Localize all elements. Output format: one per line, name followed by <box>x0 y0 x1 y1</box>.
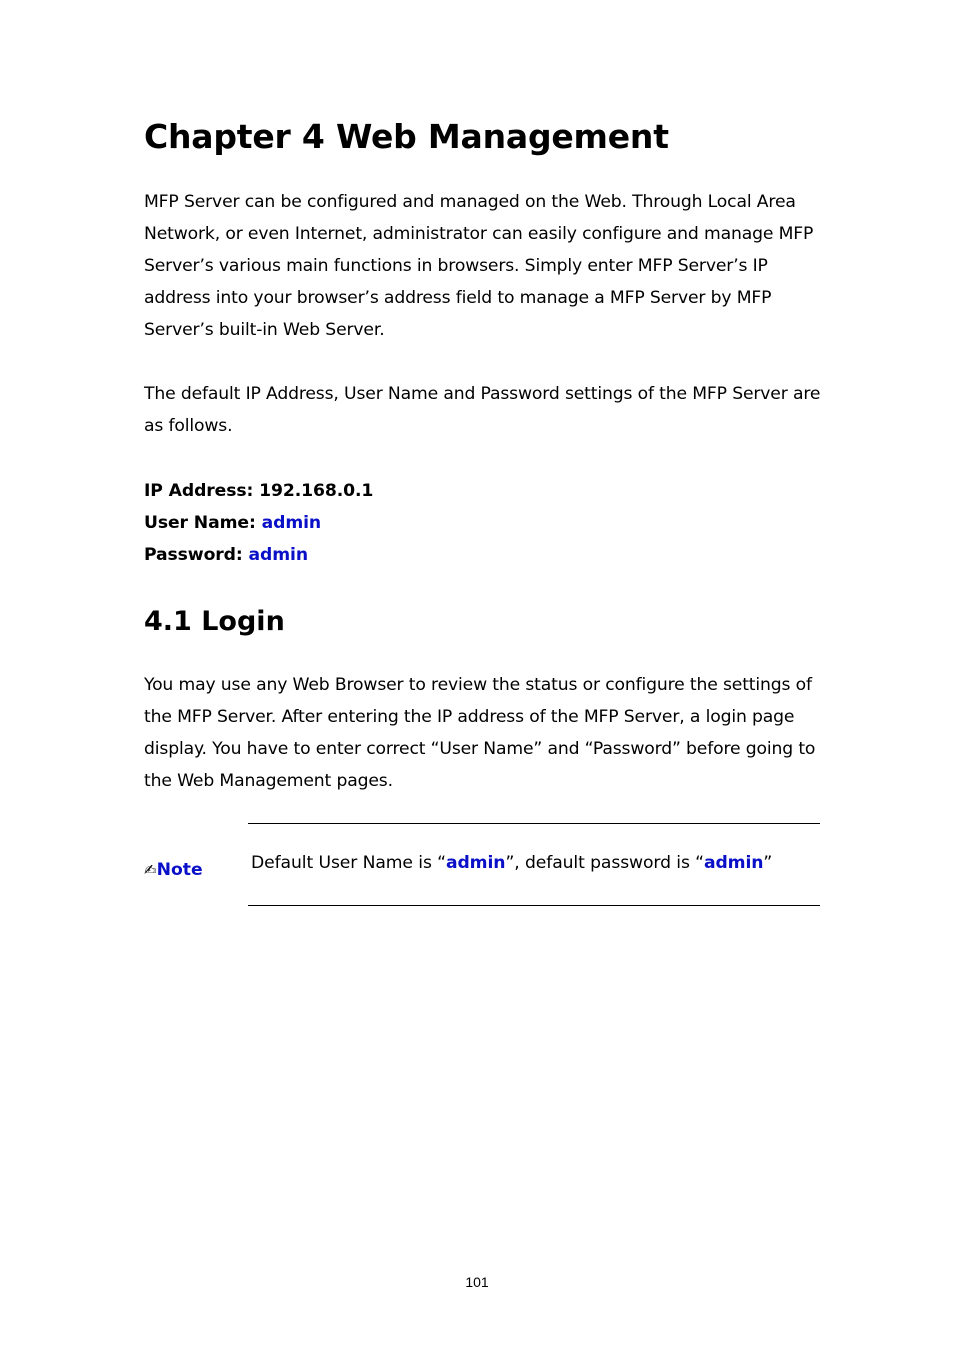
note-default-password: admin <box>703 853 764 873</box>
note-label-text: Note <box>156 860 203 880</box>
page-number: 101 <box>465 1274 489 1290</box>
user-name-value: admin <box>261 513 322 533</box>
chapter-title: Chapter 4 Web Management <box>144 117 669 156</box>
password-label: Password: <box>144 545 249 565</box>
writing-hand-icon: ✍ <box>144 861 157 879</box>
intro-paragraph: MFP Server can be configured and managed on the Web. Through Local Area Network, or even Internet, administrator can easily configure and manage MFP Server’s various main functions in browsers. Simply enter MFP Server’s IP address into your browser’s address field to manage a MFP Server by MFP Server’s built-in Web Server. <box>144 192 814 340</box>
note-text <box>251 850 772 876</box>
ip-address-line <box>144 475 373 507</box>
note-bottom-rule <box>248 905 820 906</box>
password-value: admin <box>248 545 308 565</box>
defaults-intro-paragraph: The default IP Address, User Name and Password settings of the MFP Server are as follows. <box>144 384 821 436</box>
note-text-part: ” <box>763 853 773 873</box>
password-line <box>144 539 373 571</box>
user-name-line <box>144 507 373 539</box>
default-credentials <box>144 475 373 571</box>
note-text-part: ”, default password is “ <box>505 853 704 873</box>
ip-address-label: IP Address: 192.168.0.1 <box>144 481 374 501</box>
note-default-user: admin <box>445 853 506 873</box>
note-top-rule <box>248 823 820 824</box>
note-text-part: Default User Name is “ <box>251 853 446 873</box>
user-name-label: User Name: <box>144 513 262 533</box>
section-title-login: 4.1 Login <box>144 606 285 637</box>
note-label <box>144 857 203 883</box>
login-paragraph: You may use any Web Browser to review the status or configure the settings of the MFP Server. After entering the IP address of the MFP Server, a login page display. You have to enter correct “User Name” and “Password” before going to the Web Management pages. <box>144 675 816 791</box>
